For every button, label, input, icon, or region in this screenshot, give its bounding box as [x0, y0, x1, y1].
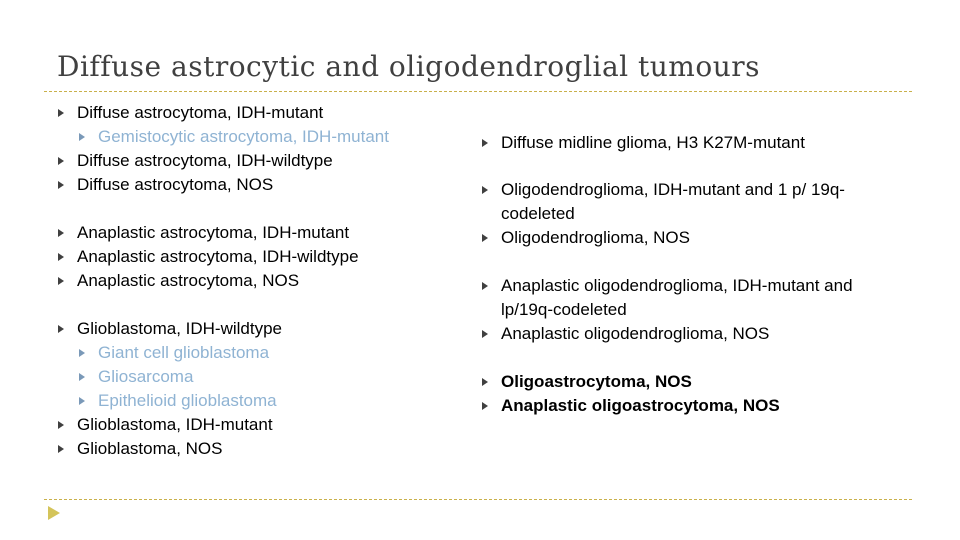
list-item-text: Oligodendroglioma, NOS [501, 228, 690, 247]
list-item-text: Anaplastic astrocytoma, NOS [77, 271, 300, 290]
sub-list-item [78, 125, 457, 149]
triangle-bullet-icon [58, 445, 64, 453]
list-item-text: Diffuse astrocytoma, IDH-mutant [77, 103, 324, 122]
list-item-text: Giant cell glioblastoma [98, 343, 270, 362]
triangle-bullet-icon [58, 229, 64, 237]
list-item-text: Anaplastic oligodendroglioma, NOS [501, 324, 770, 343]
list-item [481, 131, 901, 155]
footer-divider [44, 499, 912, 500]
triangle-bullet-icon [482, 282, 488, 290]
triangle-bullet-icon [482, 330, 488, 338]
slide-title: Diffuse astrocytic and oligodendroglial tumours [57, 50, 761, 83]
list-item-text: Epithelioid glioblastoma [98, 391, 277, 410]
list-item [481, 370, 901, 394]
triangle-bullet-icon [482, 139, 488, 147]
triangle-bullet-icon [58, 325, 64, 333]
list-item [57, 269, 457, 293]
list-item [57, 317, 457, 341]
list-item [481, 394, 901, 418]
list-item [57, 245, 457, 269]
triangle-bullet-icon [58, 109, 64, 117]
list-item-text: Gliosarcoma [98, 367, 194, 386]
list-item-text: Glioblastoma, IDH-mutant [77, 415, 273, 434]
list-item [481, 226, 901, 250]
list-item [57, 149, 457, 173]
triangle-bullet-icon [79, 349, 85, 357]
list-item [481, 274, 901, 322]
list-item-text: Oligodendroglioma, IDH-mutant and 1 p/ 19q-codeleted [501, 180, 845, 223]
triangle-bullet-icon [58, 421, 64, 429]
list-item-text: Oligoastrocytoma, NOS [501, 372, 692, 391]
list-item-text: Diffuse midline glioma, H3 K27M-mutant [501, 133, 805, 152]
sub-list-item [78, 389, 457, 413]
list-item-text: Glioblastoma, IDH-wildtype [77, 319, 283, 338]
triangle-bullet-icon [79, 133, 85, 141]
sub-list-item [78, 365, 457, 389]
list-item [481, 178, 901, 226]
slide-marker-icon [48, 506, 60, 520]
list-item-text: Anaplastic astrocytoma, IDH-wildtype [77, 247, 359, 266]
triangle-bullet-icon [58, 181, 64, 189]
list-item [57, 221, 457, 245]
list-item-text: Diffuse astrocytoma, IDH-wildtype [77, 151, 333, 170]
right-bullet-list [481, 131, 901, 418]
triangle-bullet-icon [58, 277, 64, 285]
left-bullet-list [57, 101, 457, 461]
triangle-bullet-icon [58, 253, 64, 261]
list-item [57, 437, 457, 461]
sub-list-item [78, 341, 457, 365]
triangle-bullet-icon [482, 186, 488, 194]
triangle-bullet-icon [482, 234, 488, 242]
title-divider [44, 91, 912, 92]
triangle-bullet-icon [482, 378, 488, 386]
list-item [57, 173, 457, 197]
triangle-bullet-icon [79, 373, 85, 381]
list-item-text: Anaplastic astrocytoma, IDH-mutant [77, 223, 350, 242]
list-item-text: Glioblastoma, NOS [77, 439, 223, 458]
triangle-bullet-icon [79, 397, 85, 405]
list-item [481, 322, 901, 346]
list-item [57, 413, 457, 437]
triangle-bullet-icon [58, 157, 64, 165]
list-item-text: Gemistocytic astrocytoma, IDH-mutant [98, 127, 389, 146]
triangle-bullet-icon [482, 402, 488, 410]
list-item-text: Anaplastic oligoastrocytoma, NOS [501, 396, 780, 415]
list-item [57, 101, 457, 125]
list-item-text: Diffuse astrocytoma, NOS [77, 175, 274, 194]
list-item-text: Anaplastic oligodendroglioma, IDH-mutant and lp/19q-codeleted [501, 276, 853, 319]
